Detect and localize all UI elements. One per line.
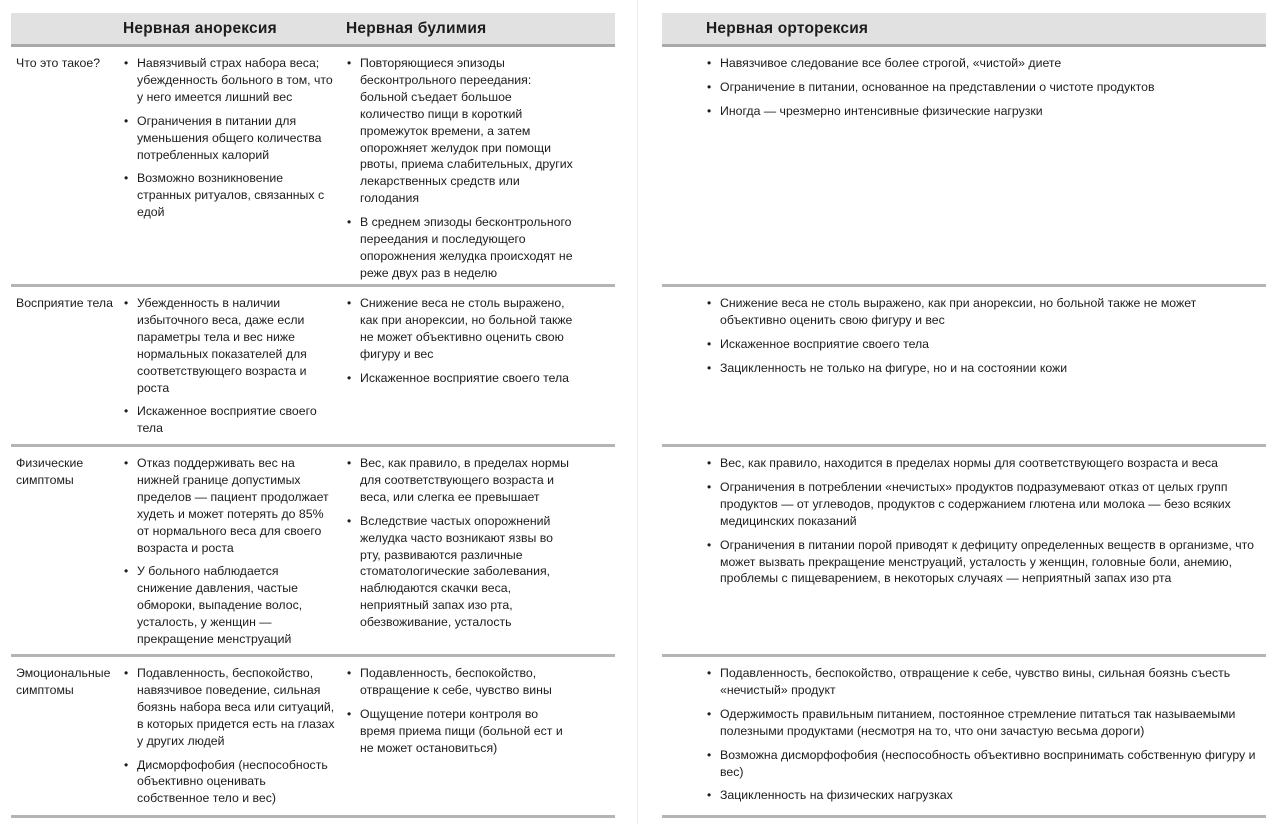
row-physical-left xyxy=(11,447,615,657)
list-item: • Снижение веса не столь выражено, как при анорексии, но больной также не может объективно оценить свою фигуру и вес xyxy=(346,295,574,363)
row-body-perception-right xyxy=(662,287,1266,447)
bulimia-emotional-list xyxy=(346,665,574,764)
list-item: • Навязчивое следование все более строгой, «чистой» диете xyxy=(706,55,1262,72)
list-item: • Подавленность, беспокойство, навязчивое поведение, сильная боязнь набора веса или ситуаций, в которых придется есть на глазах у других людей xyxy=(123,665,335,750)
list-item: • Искаженное восприятие своего тела xyxy=(123,403,335,437)
list-item: • Возможна дисморфофобия (неспособность объективно воспринимать собственную фигуру и вес) xyxy=(706,747,1262,781)
table-header-right xyxy=(662,13,1266,47)
list-item: • Отказ поддерживать вес на нижней границе допустимых пределов — пациент продолжает худеть и может потерять до 85% от нормального веса для своего возраста и роста xyxy=(123,455,335,556)
row-emotional-right xyxy=(662,657,1266,818)
orthorexia-body-list xyxy=(706,295,1262,384)
anorexia-physical-list xyxy=(123,455,335,655)
list-item: • Дисморфофобия (неспособность объективно оценивать собственное тело и вес) xyxy=(123,757,335,808)
list-item: • Ощущение потери контроля во время приема пищи (больной ест и не может остановиться) xyxy=(346,706,574,757)
header-anorexia: Нервная анорексия xyxy=(123,20,277,37)
list-item: • У больного наблюдается снижение давления, частые обмороки, выпадение волос, усталость, у женщин — прекращение менструаций xyxy=(123,563,335,648)
row-label-emotional: Эмоциональные симптомы xyxy=(16,666,111,697)
list-item: • Вес, как правило, в пределах нормы для соответствующего возраста и веса, или слегка ее превышает xyxy=(346,455,574,506)
row-label-body-perception: Восприятие тела xyxy=(16,296,113,310)
row-emotional-left xyxy=(11,657,615,818)
list-item: • Искаженное восприятие своего тела xyxy=(706,336,1262,353)
list-item: • Вес, как правило, находится в пределах нормы для соответствующего возраста и веса xyxy=(706,455,1262,472)
list-item: • Ограничения в потреблении «нечистых» продуктов подразумевают отказ от целых групп продуктов — от углеводов, продуктов с содержанием глютена или молока — безо всяких медицинских показаний xyxy=(706,479,1262,530)
bulimia-physical-list xyxy=(346,455,574,638)
list-item: • Снижение веса не столь выражено, как при анорексии, но больной также не может объективно оценить свою фигуру и вес xyxy=(706,295,1262,329)
right-page xyxy=(662,13,1266,823)
row-label-what-is-it: Что это такое? xyxy=(16,56,101,70)
orthorexia-what-list xyxy=(706,55,1262,127)
orthorexia-physical-list xyxy=(706,455,1262,594)
list-item: • Подавленность, беспокойство, отвращение к себе, чувство вины xyxy=(346,665,574,699)
table-header-left xyxy=(11,13,615,47)
anorexia-emotional-list xyxy=(123,665,335,814)
header-orthorexia: Нервная орторексия xyxy=(706,20,869,37)
left-page xyxy=(11,13,615,823)
list-item: • Ограничение в питании, основанное на представлении о чистоте продуктов xyxy=(706,79,1262,96)
orthorexia-emotional-list xyxy=(706,665,1262,811)
header-bulimia: Нервная булимия xyxy=(346,20,487,37)
list-item: • В среднем эпизоды бесконтрольного переедания и последующего опорожнения желудка происходят не реже двух раз в неделю xyxy=(346,214,574,282)
list-item: • Убежденность в наличии избыточного веса, даже если параметры тела и вес ниже нормальных показателей для соответствующего возраста и роста xyxy=(123,295,335,396)
row-body-perception-left xyxy=(11,287,615,447)
row-what-is-it-left xyxy=(11,47,615,287)
list-item: • Навязчивый страх набора веса; убежденность больного в том, что у него имеется лишний вес xyxy=(123,55,335,106)
list-item: • Зацикленность не только на фигуре, но и на состоянии кожи xyxy=(706,360,1262,377)
list-item: • Ограничения в питании для уменьшения общего количества потребленных калорий xyxy=(123,113,335,164)
list-item: • Одержимость правильным питанием, постоянное стремление питаться так называемыми полезными продуктами (несмотря на то, что они зачастую весьма дороги) xyxy=(706,706,1262,740)
row-what-is-it-right xyxy=(662,47,1266,287)
page-gutter xyxy=(637,0,638,824)
row-physical-right xyxy=(662,447,1266,657)
row-label-physical: Физические симптомы xyxy=(16,456,84,487)
list-item: • Повторяющиеся эпизоды бесконтрольного переедания: больной съедает большое количество пищи в короткий промежуток времени, а затем опорожняет желудок при помощи рвоты, приема слабительных, других лекарственных средств или голодания xyxy=(346,55,574,207)
list-item: • Подавленность, беспокойство, отвращение к себе, чувство вины, сильная боязнь съесть «нечистый» продукт xyxy=(706,665,1262,699)
list-item: • Возможно возникновение странных ритуалов, связанных с едой xyxy=(123,170,335,221)
bulimia-body-list xyxy=(346,295,574,394)
anorexia-what-list xyxy=(123,55,335,228)
list-item: • Иногда — чрезмерно интенсивные физические нагрузки xyxy=(706,103,1262,120)
list-item: • Искаженное восприятие своего тела xyxy=(346,370,574,387)
list-item: • Вследствие частых опорожнений желудка часто возникают язвы во рту, развиваются различные стоматологические заболевания, наблюдаются скачки веса, неприятный запах изо рта, обезвоживание, усталость xyxy=(346,513,574,631)
list-item: • Зацикленность на физических нагрузках xyxy=(706,787,1262,804)
anorexia-body-list xyxy=(123,295,335,444)
bulimia-what-list xyxy=(346,55,574,289)
list-item: • Ограничения в питании порой приводят к дефициту определенных веществ в организме, что может вызвать прекращение менструаций, усталость у женщин, головные боли, анемию, проблемы с пищеварением, в некоторых случаях — неприятный запах изо рта xyxy=(706,537,1262,588)
